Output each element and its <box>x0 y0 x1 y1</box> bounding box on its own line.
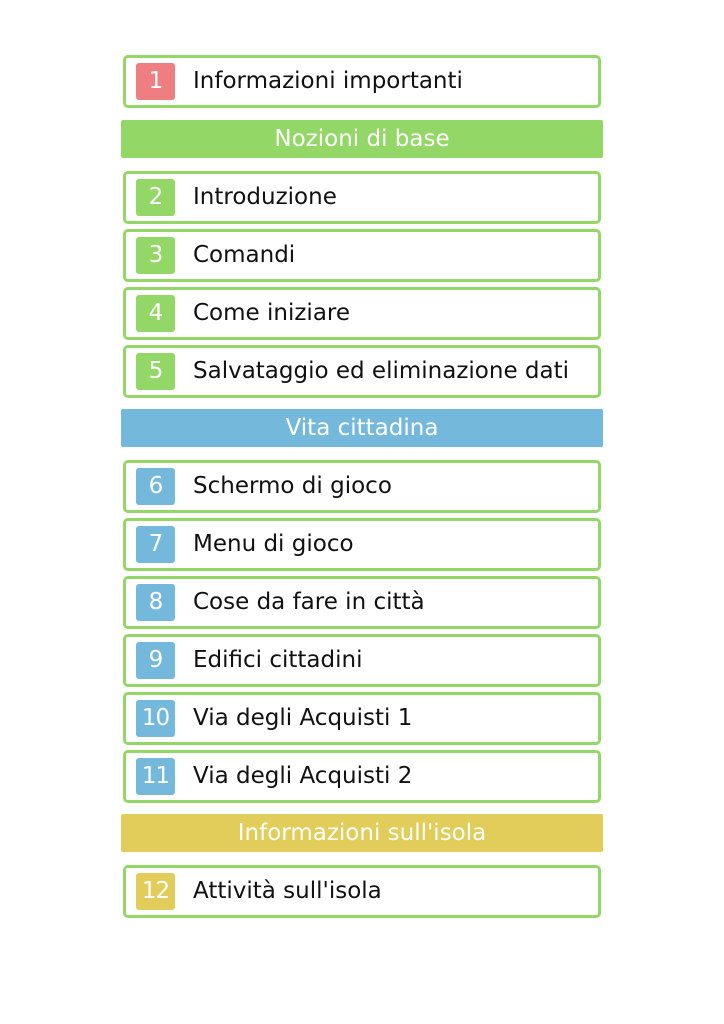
entry-attivita-isola[interactable] <box>123 865 601 918</box>
entry-via-degli-acquisti-2[interactable] <box>123 750 601 803</box>
entry-label: Edifici cittadini <box>193 647 363 673</box>
entry-label: Come iniziare <box>193 300 351 326</box>
section-header-vita-cittadina: Vita cittadina <box>121 409 603 447</box>
entry-label: Comandi <box>193 242 296 268</box>
entry-label: Introduzione <box>193 184 337 210</box>
entry-number-badge: 5 <box>136 353 175 390</box>
entry-cose-da-fare[interactable] <box>123 576 601 629</box>
entry-number-badge: 12 <box>136 873 175 910</box>
entry-label: Schermo di gioco <box>193 473 392 499</box>
entry-label: Menu di gioco <box>193 531 354 557</box>
entry-come-iniziare[interactable] <box>123 287 601 340</box>
section-header-nozioni-di-base: Nozioni di base <box>121 120 603 158</box>
entry-salvataggio-dati[interactable] <box>123 345 601 398</box>
entry-number-badge: 3 <box>136 237 175 274</box>
entry-number-badge: 4 <box>136 295 175 332</box>
entry-number-badge: 10 <box>136 700 175 737</box>
entry-menu-di-gioco[interactable] <box>123 518 601 571</box>
entry-number-badge: 1 <box>136 63 175 100</box>
entry-comandi[interactable] <box>123 229 601 282</box>
entry-number-badge: 11 <box>136 758 175 795</box>
section-header-informazioni-isola: Informazioni sull'isola <box>121 814 603 852</box>
entry-informazioni-importanti[interactable] <box>123 55 601 108</box>
entry-label: Via degli Acquisti 1 <box>193 705 413 731</box>
entry-label: Attività sull'isola <box>193 878 382 904</box>
entry-number-badge: 6 <box>136 468 175 505</box>
entry-edifici-cittadini[interactable] <box>123 634 601 687</box>
entry-number-badge: 8 <box>136 584 175 621</box>
entry-number-badge: 2 <box>136 179 175 216</box>
entry-schermo-di-gioco[interactable] <box>123 460 601 513</box>
entry-introduzione[interactable] <box>123 171 601 224</box>
entry-via-degli-acquisti-1[interactable] <box>123 692 601 745</box>
entry-label: Via degli Acquisti 2 <box>193 763 413 789</box>
entry-label: Informazioni importanti <box>193 68 463 94</box>
entry-label: Cose da fare in città <box>193 589 425 615</box>
entry-number-badge: 9 <box>136 642 175 679</box>
entry-label: Salvataggio ed eliminazione dati <box>193 358 570 384</box>
entry-number-badge: 7 <box>136 526 175 563</box>
